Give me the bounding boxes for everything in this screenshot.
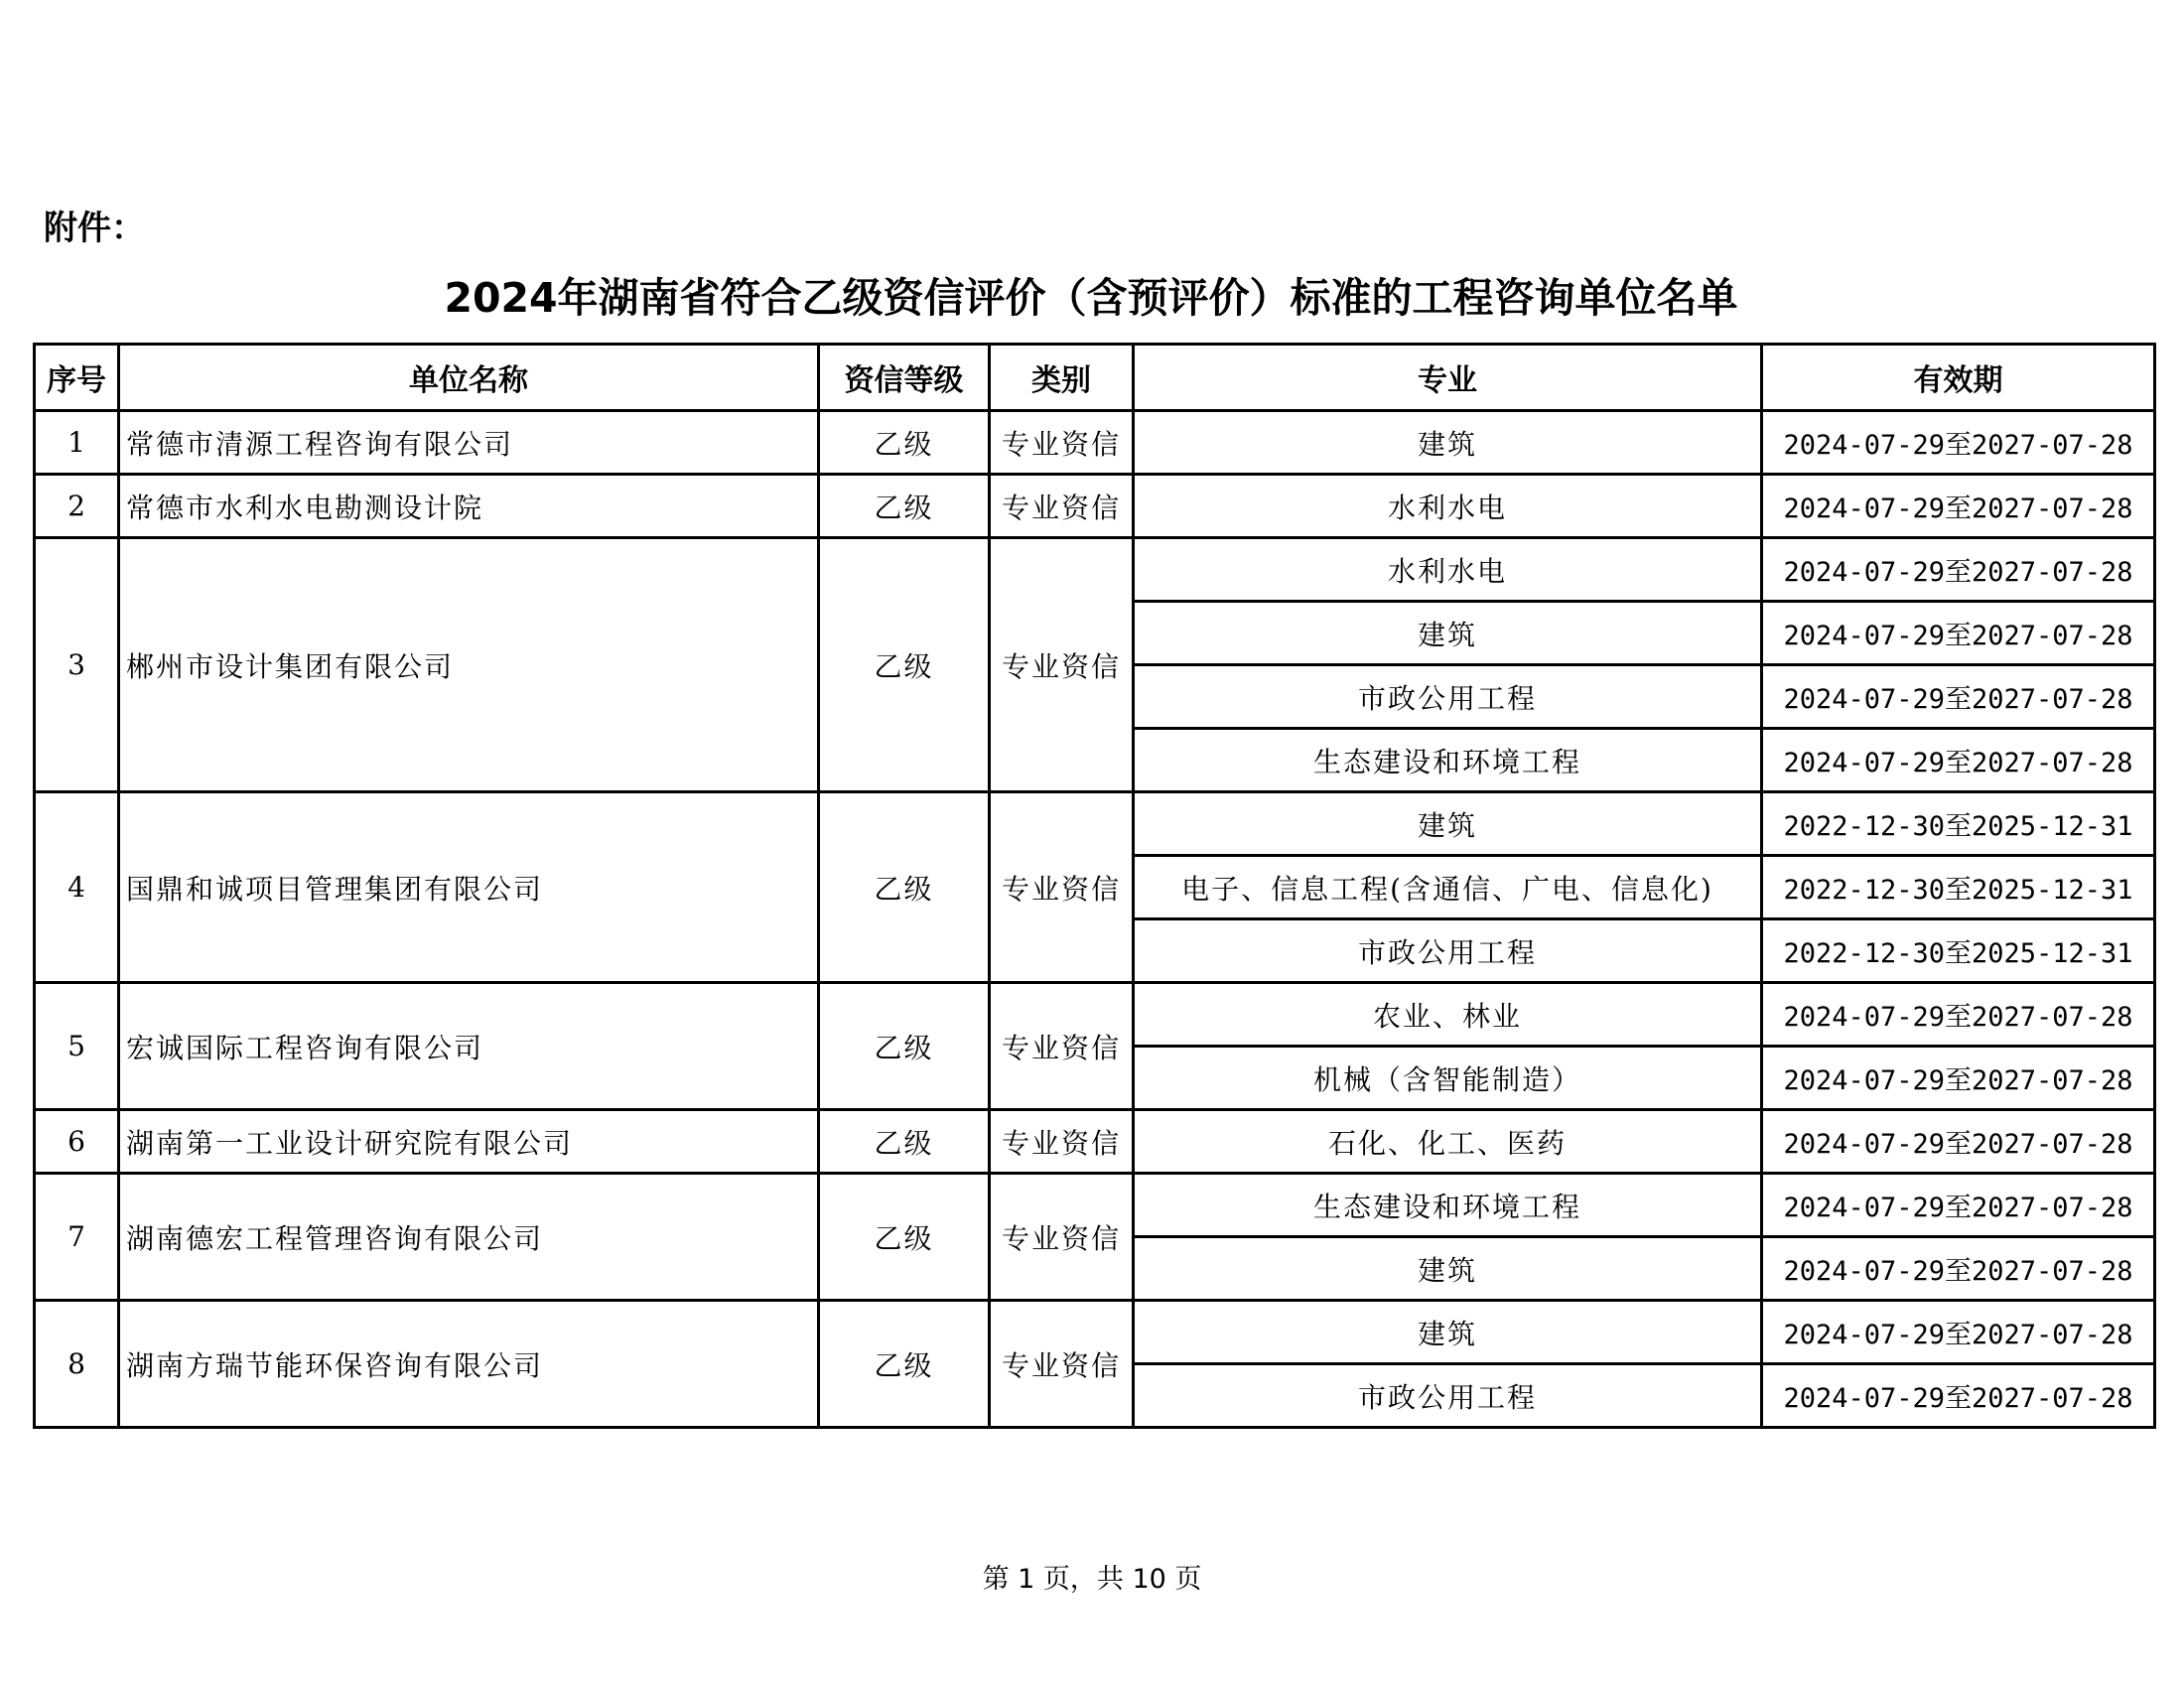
specialty-cell: 市政公用工程 [1134, 919, 1762, 983]
unit-seq-cell: 5 [35, 983, 119, 1110]
specialty-cell: 电子、信息工程(含通信、广电、信息化) [1134, 856, 1762, 919]
unit-grade-cell: 乙级 [819, 538, 990, 792]
unit-grade-cell: 乙级 [819, 475, 990, 538]
table-row [35, 983, 2155, 1047]
validity-cell: 2024-07-29至2027-07-28 [1762, 1174, 2155, 1237]
validity-cell: 2022-12-30至2025-12-31 [1762, 919, 2155, 983]
validity-cell: 2024-07-29至2027-07-28 [1762, 602, 2155, 665]
specialty-cell: 建筑 [1134, 792, 1762, 856]
specialty-cell: 市政公用工程 [1134, 665, 1762, 729]
validity-cell: 2024-07-29至2027-07-28 [1762, 538, 2155, 602]
unit-category-cell: 专业资信 [990, 411, 1134, 475]
specialty-cell: 市政公用工程 [1134, 1364, 1762, 1428]
validity-cell: 2024-07-29至2027-07-28 [1762, 1364, 2155, 1428]
unit-seq-cell: 6 [35, 1110, 119, 1174]
unit-category-cell: 专业资信 [990, 475, 1134, 538]
page-title: 2024年湖南省符合乙级资信评价（含预评价）标准的工程咨询单位名单 [444, 274, 1738, 322]
unit-name-cell: 湖南第一工业设计研究院有限公司 [119, 1110, 819, 1174]
unit-grade-cell: 乙级 [819, 411, 990, 475]
page-number: 第 1 页，共 10 页 [982, 1564, 1202, 1595]
specialty-cell: 水利水电 [1134, 475, 1762, 538]
unit-seq-cell: 7 [35, 1174, 119, 1301]
unit-seq-cell: 3 [35, 538, 119, 792]
validity-cell: 2024-07-29至2027-07-28 [1762, 411, 2155, 475]
table-row [35, 411, 2155, 475]
validity-cell: 2024-07-29至2027-07-28 [1762, 475, 2155, 538]
unit-grade-cell: 乙级 [819, 792, 990, 983]
validity-cell: 2024-07-29至2027-07-28 [1762, 665, 2155, 729]
unit-seq-cell: 2 [35, 475, 119, 538]
unit-category-cell: 专业资信 [990, 538, 1134, 792]
validity-cell: 2024-07-29至2027-07-28 [1762, 1047, 2155, 1110]
validity-cell: 2022-12-30至2025-12-31 [1762, 792, 2155, 856]
unit-category-cell: 专业资信 [990, 1110, 1134, 1174]
table-row [35, 1110, 2155, 1174]
unit-category-cell: 专业资信 [990, 1174, 1134, 1301]
unit-seq-cell: 4 [35, 792, 119, 983]
unit-name-cell: 湖南德宏工程管理咨询有限公司 [119, 1174, 819, 1301]
column-header-seq: 序号 [35, 345, 119, 411]
table-header-row [35, 345, 2155, 411]
specialty-cell: 生态建设和环境工程 [1134, 729, 1762, 792]
attachment-label: 附件： [44, 209, 145, 248]
unit-seq-cell: 1 [35, 411, 119, 475]
table-row [35, 475, 2155, 538]
column-header-specialty: 专业 [1134, 345, 1762, 411]
validity-cell: 2024-07-29至2027-07-28 [1762, 983, 2155, 1047]
unit-name-cell: 常德市清源工程咨询有限公司 [119, 411, 819, 475]
validity-cell: 2022-12-30至2025-12-31 [1762, 856, 2155, 919]
unit-category-cell: 专业资信 [990, 1301, 1134, 1428]
specialty-cell: 建筑 [1134, 411, 1762, 475]
table-row [35, 1301, 2155, 1364]
table-row [35, 1174, 2155, 1237]
specialty-cell: 建筑 [1134, 1301, 1762, 1364]
table-row [35, 538, 2155, 602]
unit-name-cell: 常德市水利水电勘测设计院 [119, 475, 819, 538]
column-header-category: 类别 [990, 345, 1134, 411]
table-row [35, 792, 2155, 856]
validity-cell: 2024-07-29至2027-07-28 [1762, 729, 2155, 792]
validity-cell: 2024-07-29至2027-07-28 [1762, 1301, 2155, 1364]
unit-name-cell: 国鼎和诚项目管理集团有限公司 [119, 792, 819, 983]
unit-grade-cell: 乙级 [819, 1110, 990, 1174]
specialty-cell: 石化、化工、医药 [1134, 1110, 1762, 1174]
unit-name-cell: 郴州市设计集团有限公司 [119, 538, 819, 792]
specialty-cell: 水利水电 [1134, 538, 1762, 602]
specialty-cell: 农业、林业 [1134, 983, 1762, 1047]
specialty-cell: 机械（含智能制造） [1134, 1047, 1762, 1110]
unit-grade-cell: 乙级 [819, 1301, 990, 1428]
qualified-units-table [33, 343, 2156, 1429]
table-body [35, 411, 2155, 1428]
specialty-cell: 建筑 [1134, 602, 1762, 665]
validity-cell: 2024-07-29至2027-07-28 [1762, 1110, 2155, 1174]
unit-category-cell: 专业资信 [990, 983, 1134, 1110]
unit-name-cell: 宏诚国际工程咨询有限公司 [119, 983, 819, 1110]
specialty-cell: 建筑 [1134, 1237, 1762, 1301]
validity-cell: 2024-07-29至2027-07-28 [1762, 1237, 2155, 1301]
column-header-grade: 资信等级 [819, 345, 990, 411]
unit-seq-cell: 8 [35, 1301, 119, 1428]
unit-category-cell: 专业资信 [990, 792, 1134, 983]
unit-grade-cell: 乙级 [819, 1174, 990, 1301]
unit-name-cell: 湖南方瑞节能环保咨询有限公司 [119, 1301, 819, 1428]
column-header-name: 单位名称 [119, 345, 819, 411]
specialty-cell: 生态建设和环境工程 [1134, 1174, 1762, 1237]
unit-grade-cell: 乙级 [819, 983, 990, 1110]
column-header-validity: 有效期 [1762, 345, 2155, 411]
